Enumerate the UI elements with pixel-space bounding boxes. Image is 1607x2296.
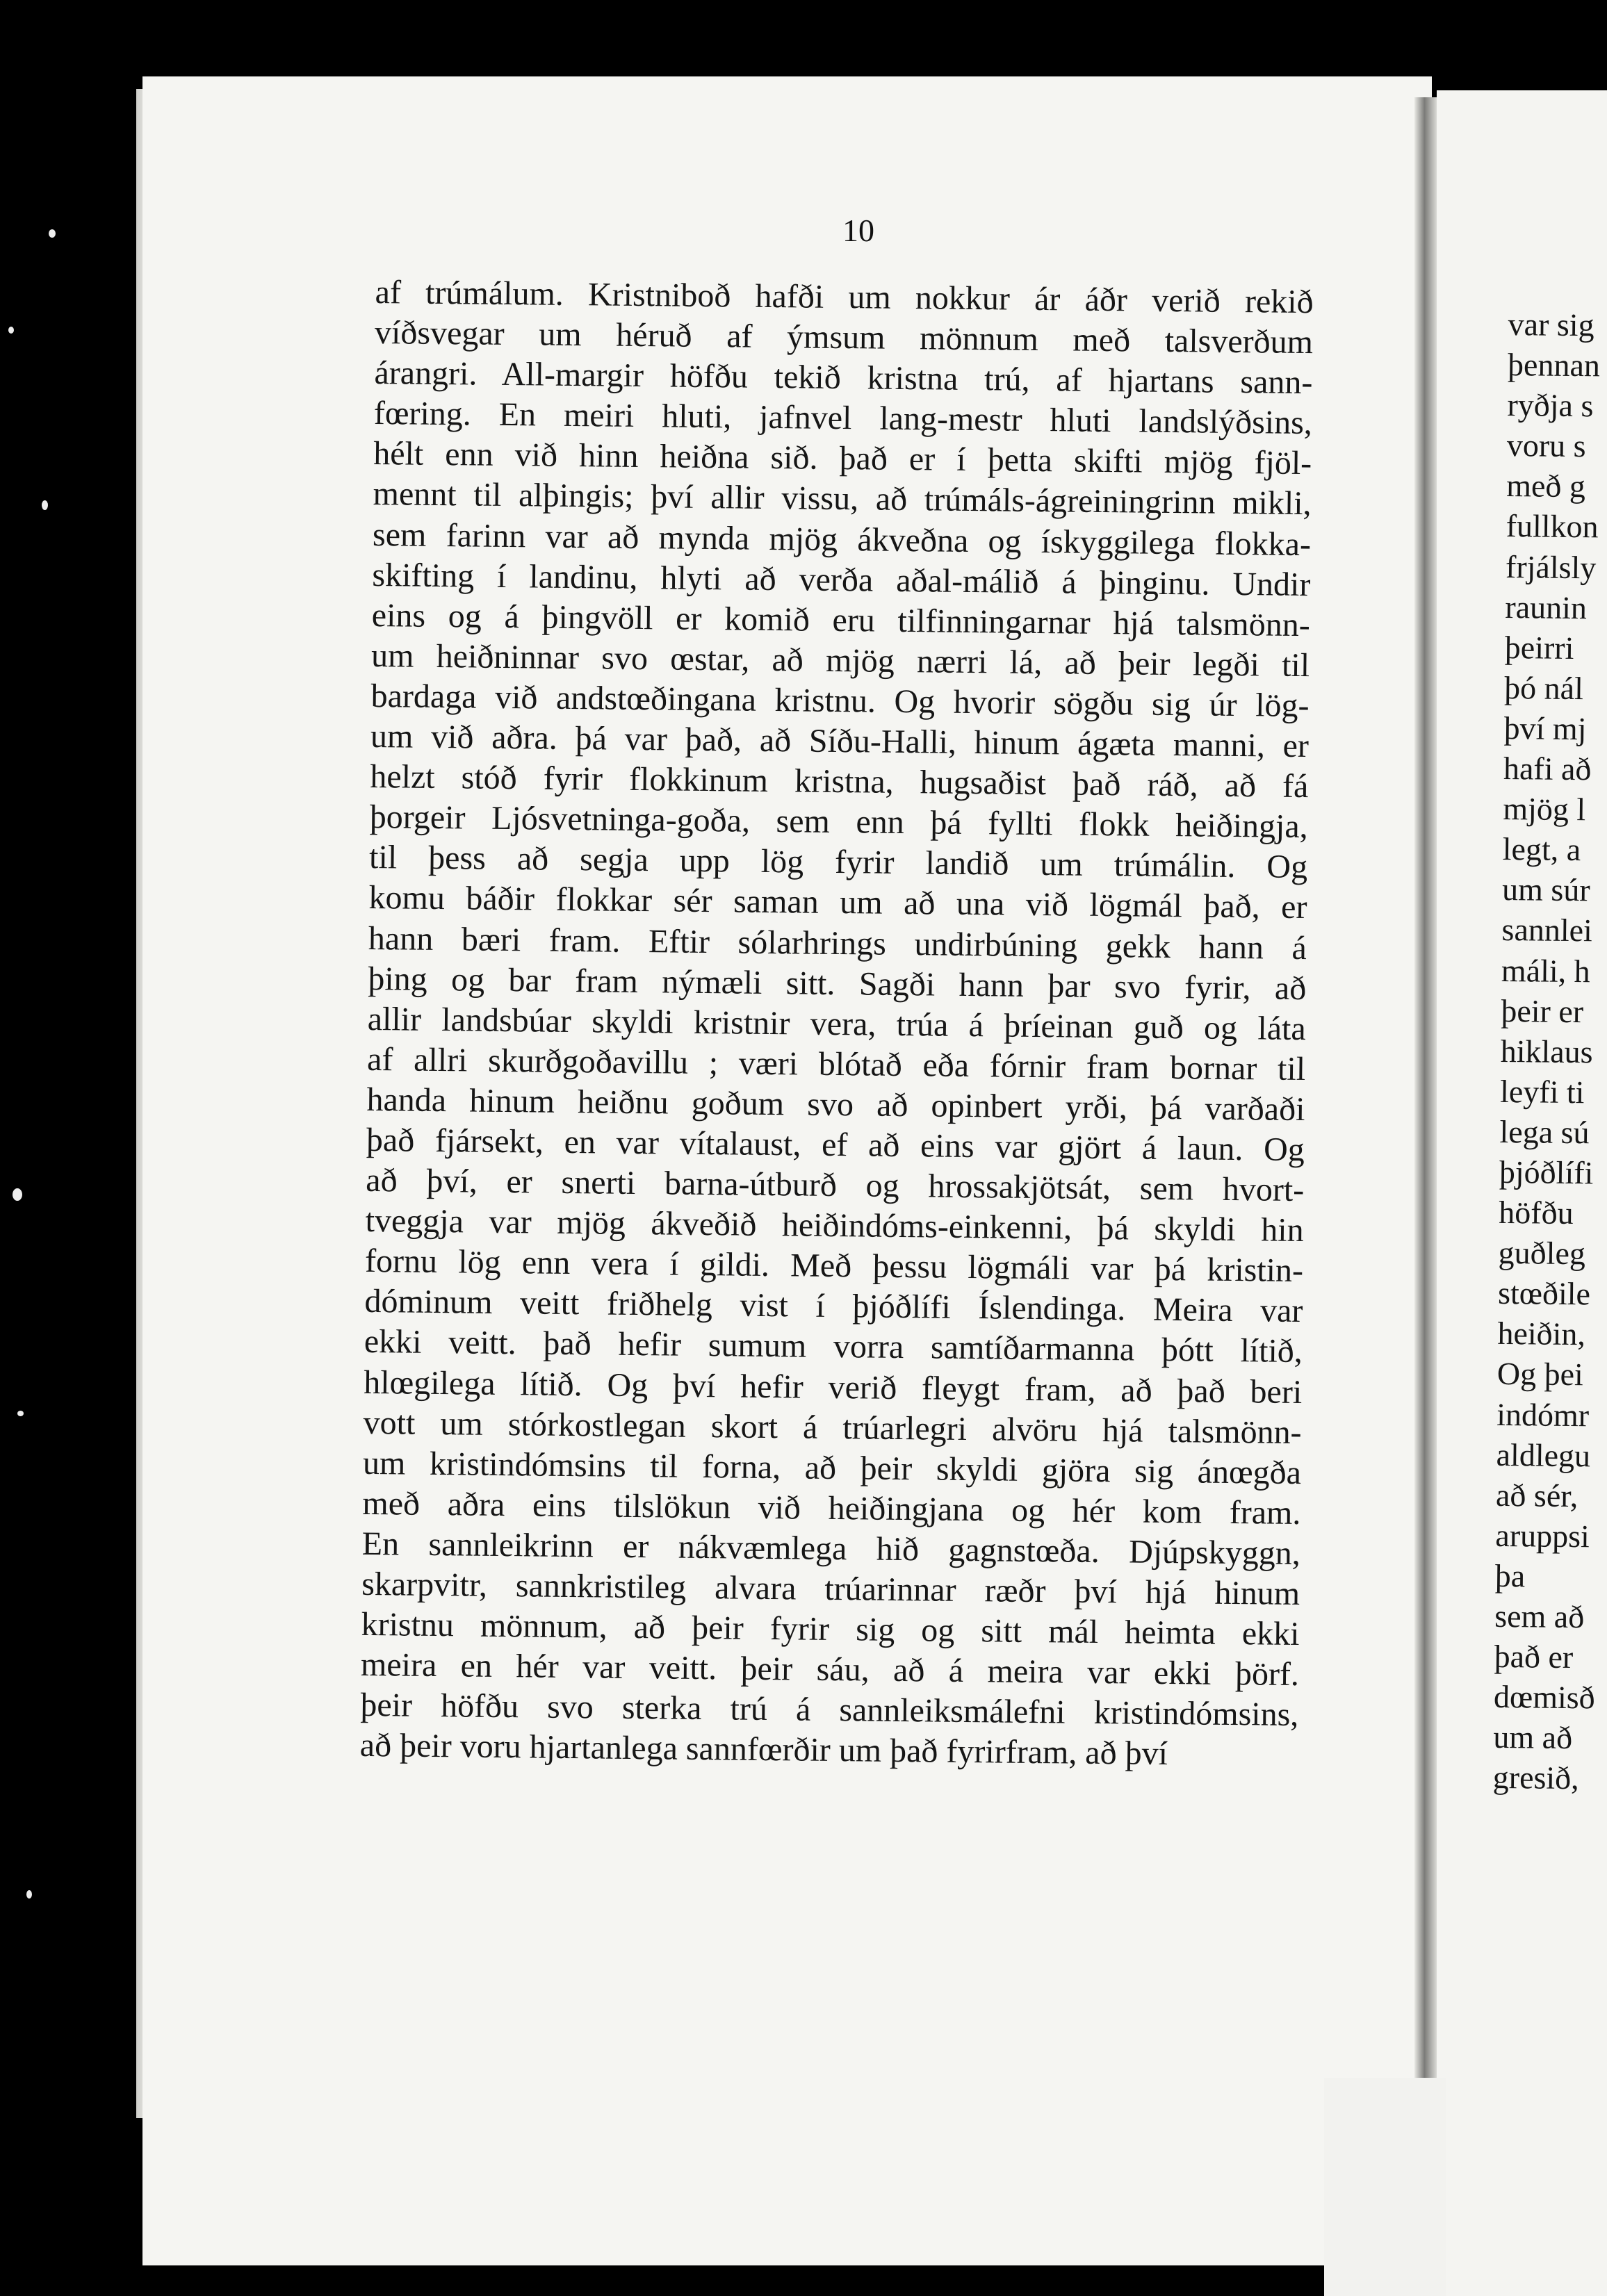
text-line: um heiðninnar svo œstar, að mjög nærri lá, að þeir legði til — [370, 637, 1310, 684]
text-line: hélt enn við hinn heiðna sið. það er í þetta skifti mjög fjöl- — [373, 435, 1312, 482]
text-line: að því, er snerti barna-útburð og hrossakjötsát, sem hvort- — [366, 1161, 1305, 1209]
text-line: dóminum veitt friðhelg vist í þjóðlífi Íslendinga. Meira var — [364, 1283, 1303, 1330]
facing-text-line: því mj — [1503, 710, 1587, 747]
text-line: komu báðir flokkar sér saman um að una við lögmál það, er — [368, 879, 1307, 926]
text-line: að þeir voru hjartanlega sannfœrðir um það fyrirfram, að því — [359, 1727, 1168, 1773]
text-line: með aðra eins tilslökun við heiðingjana og hér kom fram. — [362, 1484, 1301, 1532]
text-line: víðsvegar um héruð af ýmsum mönnum með talsverðum — [374, 314, 1314, 361]
text-line: meira en hér var veitt. þeir sáu, að á meira var ekki þörf. — [360, 1646, 1300, 1694]
facing-text-line: það er — [1494, 1638, 1574, 1675]
dust-speck — [26, 1890, 32, 1899]
text-line: handa hinum heiðnu goðum svo að opinbert yrði, þá varðaði — [366, 1081, 1305, 1128]
facing-text-line: heiðin, — [1497, 1315, 1586, 1352]
facing-text-line: ryðja s — [1507, 387, 1594, 424]
page-number: 10 — [842, 213, 874, 248]
facing-text-line: legt, a — [1502, 831, 1581, 868]
facing-text-line: var sig — [1508, 306, 1594, 343]
facing-text-line: með g — [1506, 468, 1586, 505]
facing-text-line: hiklaus — [1500, 1033, 1593, 1070]
facing-text-line: hafi að — [1503, 750, 1592, 787]
dust-speck — [13, 1188, 22, 1201]
text-line: skifting í landinu, hlyti að verða aðal-málið á þinginu. Undir — [372, 556, 1311, 603]
facing-text-line: guðleg — [1498, 1235, 1586, 1272]
facing-text-line: um súr — [1501, 871, 1590, 908]
text-line: fœring. En meiri hluti, jafnvel lang-mestr hluti landslýðsins, — [373, 395, 1313, 442]
text-line: eins og á þingvöll er komið eru tilfinningarnar hjá talsmönn- — [371, 596, 1311, 643]
facing-page-text — [1492, 304, 1607, 1799]
facing-text-line: þó nál — [1503, 669, 1584, 707]
text-line: þorgeir Ljósvetninga-goða, sem enn þá fyllti flokk heiðingja, — [369, 798, 1308, 846]
facing-text-line: frjálsly — [1505, 548, 1597, 585]
facing-text-line: þennan — [1507, 347, 1601, 384]
facing-text-line: leyfi ti — [1499, 1073, 1585, 1110]
facing-text-line: mjög l — [1503, 791, 1586, 828]
facing-text-line: indómr — [1496, 1396, 1590, 1433]
dust-speck — [8, 327, 14, 334]
text-line: það fjársekt, en var vítalaust, ef að eins var gjört á laun. Og — [366, 1121, 1305, 1169]
dust-speck — [42, 500, 48, 510]
facing-text-line: aruppsi — [1495, 1517, 1590, 1555]
text-line: þeir höfðu svo sterka trú á sannleiksmálefni kristindómsins, — [360, 1687, 1299, 1734]
text-line: hlœgilega lítið. Og því hefir verið fleygt fram, að það beri — [363, 1363, 1303, 1411]
text-line: til þess að segja upp lög fyrir landið um trúmálin. Og — [368, 839, 1308, 886]
text-line: um kristindómsins til forna, að þeir skyldi gjöra sig ánœgða — [362, 1444, 1302, 1491]
facing-text-line: dœmisð — [1493, 1679, 1595, 1716]
page-bottom-strip — [1324, 2078, 1446, 2296]
text-line: helzt stóð fyrir flokkinum kristna, hugsaðist það ráð, að fá — [370, 758, 1309, 805]
text-line: tveggja var mjög ákveðið heiðindóms-einkenni, þá skyldi hin — [365, 1202, 1304, 1249]
facing-text-line: um að — [1493, 1719, 1573, 1756]
dust-speck — [49, 229, 56, 238]
facing-text-line: höfðu — [1499, 1194, 1574, 1231]
facing-text-line: að sér, — [1495, 1477, 1579, 1514]
facing-text-line: fullkon — [1506, 508, 1599, 545]
dust-speck — [17, 1411, 24, 1416]
text-line: allir landsbúar skyldi kristnir vera, trúa á þríeinan guð og láta — [367, 1000, 1306, 1047]
text-line: þing og bar fram nýmæli sitt. Sagði hann þar svo fyrir, að — [368, 960, 1307, 1007]
facing-text-line: þeirri — [1504, 629, 1574, 666]
text-line: hann bæri fram. Eftir sólarhrings undirbúning gekk hann á — [368, 919, 1307, 967]
text-line: ekki veitt. það hefir sumum vorra samtíðarmanna þótt lítið, — [364, 1323, 1303, 1370]
facing-text-line: Og þei — [1496, 1356, 1584, 1393]
text-line: árangri. All-margir höfðu tekið kristna trú, af hjartans sann- — [374, 354, 1313, 402]
book-gutter — [1414, 97, 1437, 2286]
page-body-text — [359, 272, 1313, 1776]
text-line: um við aðra. þá var það, að Síðu-Halli, hinum ágæta manni, er — [370, 717, 1310, 765]
facing-text-line: þjóðlífi — [1499, 1154, 1594, 1191]
facing-text-line: þa — [1494, 1557, 1526, 1594]
facing-text-line: sannlei — [1501, 912, 1593, 949]
text-line: af trúmálum. Kristniboð hafði um nokkur ár áðr verið rekið — [375, 273, 1314, 321]
facing-text-line: gresið, — [1492, 1760, 1579, 1796]
text-line: mennt til alþingis; því allir vissu, að trúmáls-ágreiningrinn mikli, — [373, 475, 1312, 523]
facing-text-line: máli, h — [1501, 952, 1590, 989]
text-line: kristnu mönnum, að þeir fyrir sig og sitt mál heimta ekki — [361, 1605, 1300, 1653]
facing-text-line: þeir er — [1501, 992, 1584, 1029]
facing-text-line: aldlegu — [1496, 1436, 1591, 1473]
facing-text-line: lega sú — [1499, 1113, 1590, 1151]
text-line: bardaga við andstœðingana kristnu. Og hvorir sögðu sig úr lög- — [370, 677, 1310, 725]
facing-text-line: stœðile — [1497, 1275, 1591, 1312]
text-line: fornu lög enn vera í gildi. Með þessu lögmáli var þá kristin- — [364, 1243, 1304, 1290]
text-line: En sannleikrinn er nákvæmlega hið gagnstœða. Djúpskyggn, — [361, 1525, 1301, 1572]
facing-text-line: voru s — [1506, 427, 1586, 464]
text-line: sem farinn var að mynda mjög ákveðna og ískyggilega flokka- — [372, 516, 1312, 563]
facing-text-line: raunin — [1505, 589, 1588, 625]
text-line: vott um stórkostlegan skort á trúarlegri alvöru hjá talsmönn- — [363, 1404, 1302, 1451]
facing-text-line: sem að — [1494, 1598, 1585, 1635]
text-line: skarpvitr, sannkristileg alvara trúarinnar ræðr því hjá hinum — [361, 1565, 1300, 1613]
text-line: af allri skurðgoðavillu ; væri blótað eða fórnir fram bornar til — [366, 1040, 1306, 1088]
